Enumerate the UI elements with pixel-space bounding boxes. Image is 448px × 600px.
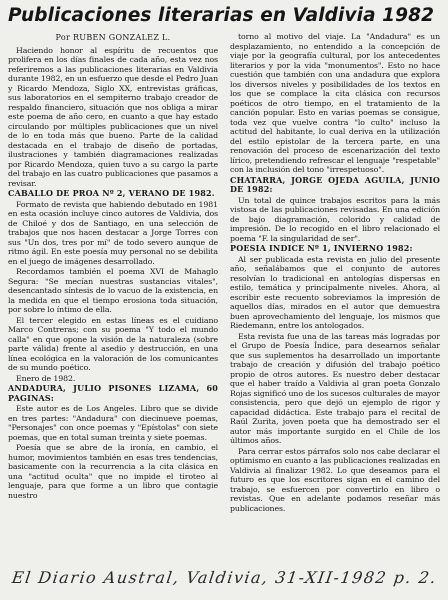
- body-paragraph: Haciendo honor al espíritu de recuentos que prolifera en los días finales de cada año, esta vez nos referiremos a las publicaciones literarias en Valdivia durante 1982, en un esfuerzo que desde el Pedro Juan y Ricardo Mendoza, Siglo XX, entrevistas gráficas, sus laboratorios en el sempiterno trabajo creador de respaldo financiero, situación que nos obliga a mirar este poema de año cero, en cuanto a que hay estado circulando por múltiples publicaciones que un nivel de lo en toda más que bueno. Parte de la calidad destacada en el trabajo de diseño de portadas, ilustraciones y también diagramaciones realizadas por Ricardo Mendoza, quien tuvo a su cargo la parte del trabajo en las cuatro publicaciones que pasamos a revisar.: [8, 45, 218, 188]
- handwritten-source-note: El Diario Austral, Valdivia, 31-XII-1982 p. 2.: [10, 568, 439, 587]
- body-paragraph: Un total de quince trabajos escritos para la más vistosa de las publicaciones revisadas. En una edición de bajo diagramación, colorido y calidad de impresión. De lo recogido en el libro relacionado el poema "F. la singularidad de ser".: [230, 195, 440, 243]
- headline: Publicaciones literarias en Valdivia 1982: [8, 5, 435, 26]
- byline: Por RUBEN GONZALEZ L.: [55, 33, 171, 42]
- body-paragraph: Formato de revista que habiendo debutado en 1981 en esta ocasión incluye cinco autores de Valdivia, dos de Chiloé y dos de Santiago, en una selección de trabajos que nos hacen destacar a Jorge Torres con sus "Un dos, tres por mí" de todo severo aunque de ritmo ágil. En este poesía muy personal no se debilita en el juego de imágenes desarrollado.: [8, 199, 218, 266]
- article-body: [8, 32, 440, 550]
- section-heading: POESIA INDICE Nº 1, INVIERNO 1982:: [230, 243, 413, 253]
- body-paragraph: Al ser publicada esta revista en julio del presente año, señalábamos que el conjunto de autores resolvían lo tradicional en antologías dispersas en estilo, temática y principalmente niveles. Ahora, al escribir este recuento sobreviamos la impresión de aquellos días, mirados en el autor que demuestra buen aprovechamiento del lenguaje, los mismos que Riedemann, entre los antologados.: [230, 254, 440, 330]
- body-paragraph: Recordamos también el poema XVI de Mahaglo Segura: "Se mecían nuestras sustancias vitales", desencantado síntesis de lo vacuo de la existencia, en la medida en que el tiempo erosiona toda situación, por sobre lo íntimo de ella.: [8, 267, 218, 314]
- body-paragraph: Poesía que se abre de la ironía, en cambio, el humor, movimientos también en esas tres tendencias, basicamente con la recurrencia a la cita clásica en una "actitud oculta" que no impide el tiroteo al lenguaje, para que forme a un libro que contagie nuestro: [8, 443, 218, 500]
- body-paragraph: Para cerrar estos párrafos solo nos cabe declarar el optimismo en cuanto a las publicaciones realizadas en Valdivia al finalizar 1982. Lo que deseamos para el futuro es que los escritores sigan en el camino del trabajo, se esfuercen por convertirlo en libro o revistas. Que en adelante podamos reseñar más publicaciones.: [230, 446, 440, 513]
- body-paragraph: torno al motivo del viaje. La "Andadura" es un desplazamiento, no entendido a la concepción de viaje por la geografía cultural, por los antecedentes literarios y por la vida "monumentos". Esto no hace cuestión que también con una andadura que explora los diversos niveles y posibilidades de los textos en los que se complace la cita clásica con recursos poéticos de otro tiempo, en el tratamiento de la canción popular. Esto en varias poemas se consigue, toda vez que vuelve contra "lo culto" incluso la actitud del habitante, lo cual deriva en la utilización del estilo epistolar de la tercera parte, en una renovación del proceso de escenarización del texto lírico, pretendiendo refrescar el lenguaje "respetable" con la inclusión del tono "irrespetuoso".: [230, 32, 440, 174]
- right-column: [230, 32, 440, 550]
- section-heading: CABALLO DE PROA Nº 2, VERANO DE 1982.: [8, 188, 215, 198]
- left-column: [8, 32, 218, 550]
- body-paragraph: El tercer elegido en estas líneas es el cuidiano Marco Contreras; con su poema "Y todo el mundo calla" en que opone la visión de la naturaleza (sobre parte válida) frente al asedio y destrucción, en una línea ecológica en la valoración de los comunicantes de su mundo poético.: [8, 315, 218, 372]
- section-heading: ANDADURA, JULIO PISONES LIZAMA, 60 PAGINAS:: [8, 383, 218, 403]
- section-heading: CHATARRA, JORGE OJEDA AGUILA, JUNIO DE 1982:: [230, 174, 440, 194]
- date-signoff: Enero de 1982.: [16, 373, 76, 383]
- body-paragraph: Este autor es de Los Angeles. Libro que se divide en tres partes: "Andadura" con diecinueve poemas, "Personajes" con once poemas y "Epístolas" con siete poemas, que en total suman treinta y siete poemas.: [8, 404, 218, 442]
- body-paragraph: Esta revista fue una de las tareas más logradas por el Grupo de Poesía Índice, para desearnos señalar que sus suplementos ha desarrollado un importante trabajo de creación y difusión del trabajo poético propio de otros autores. Es nuestro deber destacar que el haber traído a Valdivia al gran poeta Gonzalo Rojas significó uno de los sucesos culturales de mayor consistencia, pero que dejó un ejemplo de rigor y capacidad didáctica. Este trabajo para el recital de Raúl Zurita, joven poeta que ha demostrado ser el autor más importante surgido en el Chile de los últimos años.: [230, 331, 440, 445]
